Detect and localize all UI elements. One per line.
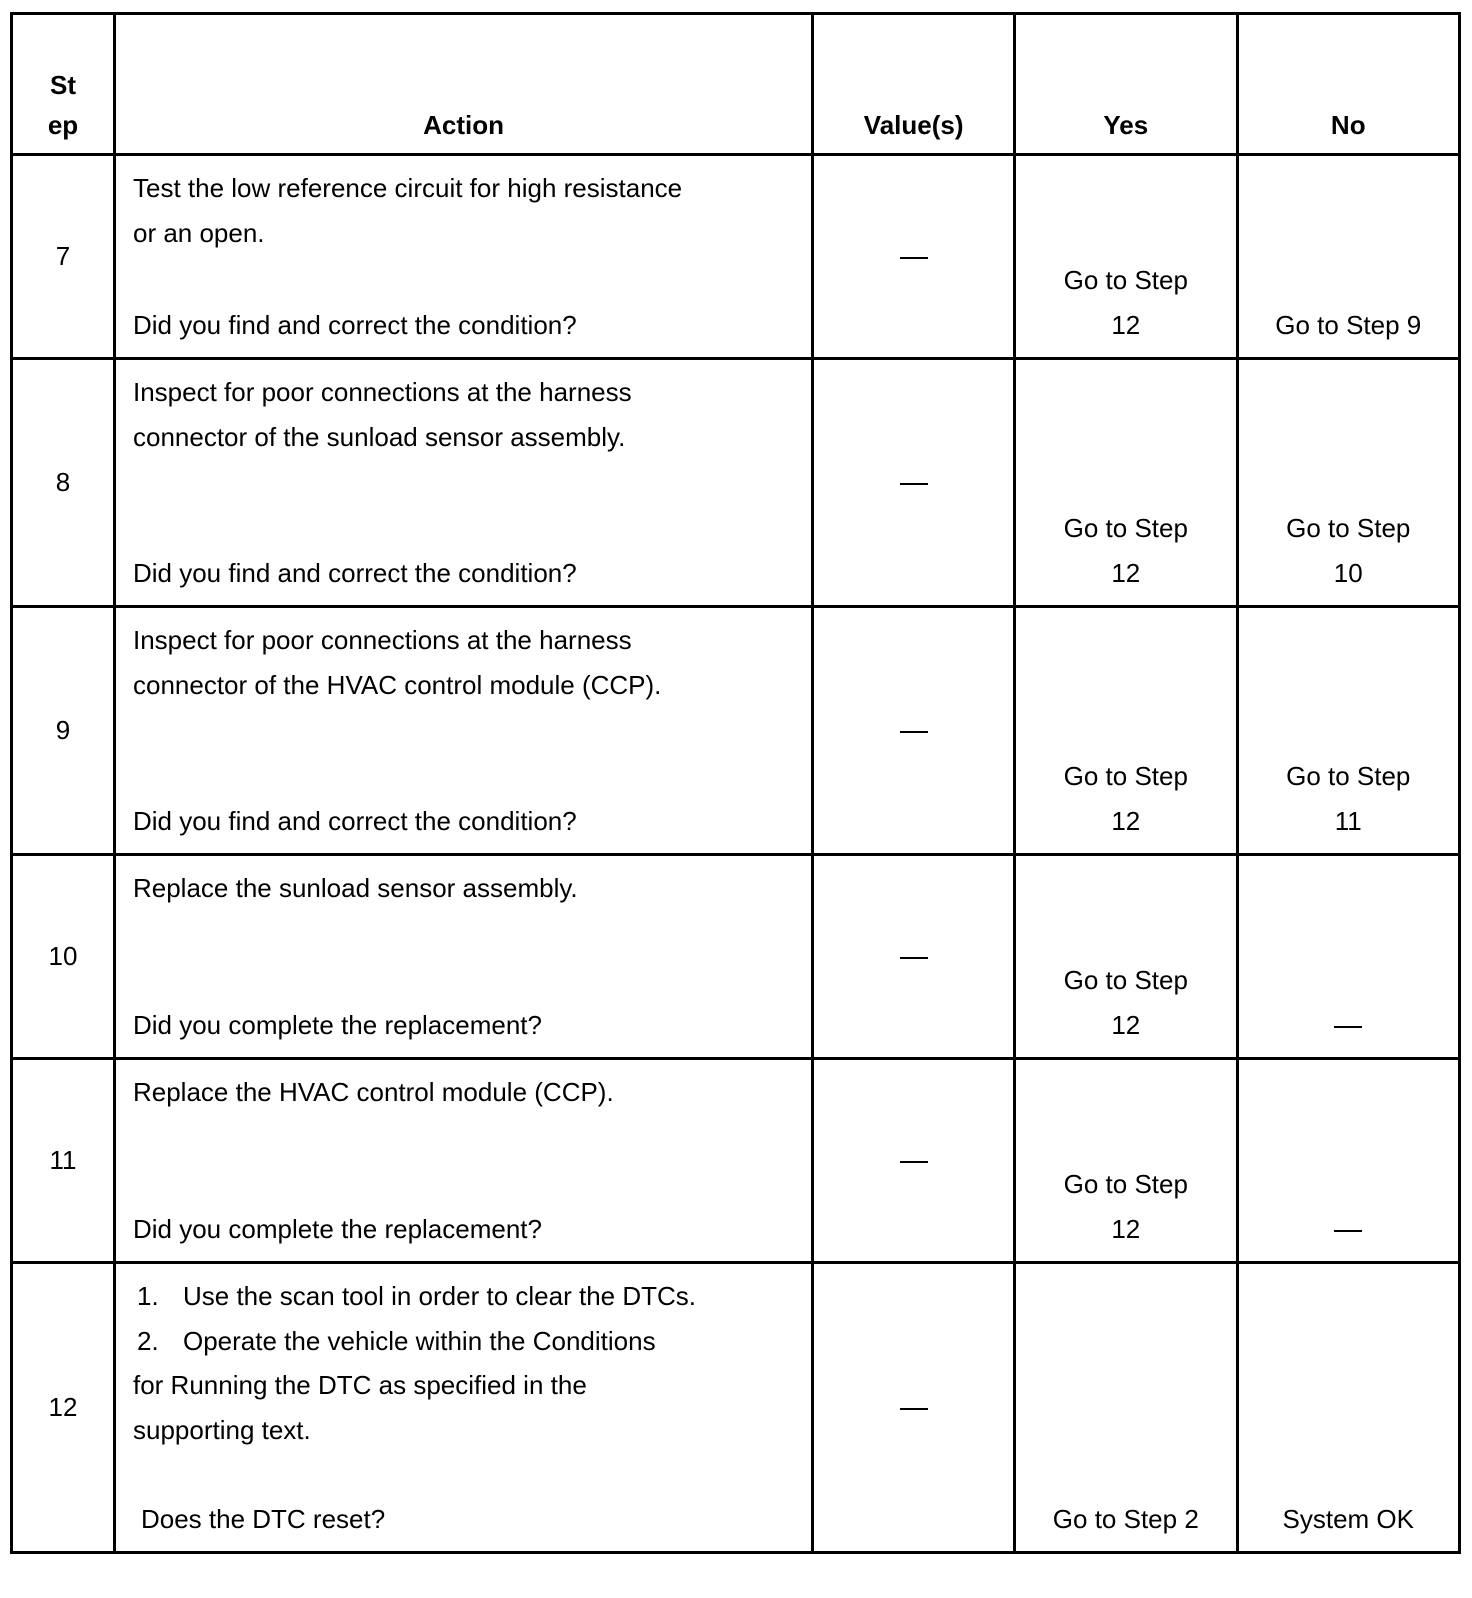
action-question: Did you find and correct the condition? bbox=[132, 805, 577, 836]
table-row bbox=[12, 1263, 1460, 1553]
value-cell bbox=[813, 1059, 1015, 1263]
no-cell bbox=[1237, 607, 1459, 855]
no-dash bbox=[1334, 1230, 1362, 1232]
action-question: Did you find and correct the condition? bbox=[132, 309, 577, 340]
value-dash bbox=[900, 731, 928, 733]
yes-line: Go to Step bbox=[1063, 761, 1188, 791]
yes-line: Go to Step 2 bbox=[1052, 1503, 1199, 1534]
yes-cell bbox=[1015, 607, 1237, 855]
step-number: 8 bbox=[12, 359, 115, 607]
action-question: Did you complete the replacement? bbox=[132, 1009, 542, 1040]
step-number: 10 bbox=[12, 855, 115, 1059]
yes-line: 12 bbox=[1111, 805, 1141, 836]
no-line: Go to Step bbox=[1286, 513, 1411, 543]
yes-cell bbox=[1015, 1059, 1237, 1263]
list-item: 1. Use the scan tool in order to clear the DTCs. bbox=[136, 1281, 696, 1311]
value-dash bbox=[900, 483, 928, 485]
yes-line: 12 bbox=[1111, 557, 1141, 588]
step-number: 12 bbox=[12, 1263, 115, 1553]
table-row bbox=[12, 1059, 1460, 1263]
yes-cell bbox=[1015, 855, 1237, 1059]
no-cell bbox=[1237, 855, 1459, 1059]
table-row bbox=[12, 155, 1460, 359]
yes-line: 12 bbox=[1111, 1009, 1141, 1040]
no-dash bbox=[1334, 1026, 1362, 1028]
no-cell bbox=[1237, 1263, 1459, 1553]
action-line: Inspect for poor connections at the harness bbox=[132, 625, 632, 655]
action-line: supporting text. bbox=[132, 1414, 311, 1445]
action-line: or an open. bbox=[132, 217, 265, 248]
yes-line: Go to Step bbox=[1063, 513, 1188, 543]
header-step bbox=[12, 14, 115, 155]
action-line: Replace the HVAC control module (CCP). bbox=[132, 1077, 614, 1107]
yes-line: 12 bbox=[1111, 309, 1141, 340]
action-line: connector of the sunload sensor assembly. bbox=[132, 421, 626, 452]
yes-cell bbox=[1015, 1263, 1237, 1553]
value-cell bbox=[813, 607, 1015, 855]
diagnostic-table bbox=[10, 12, 1461, 1554]
action-cell bbox=[114, 607, 812, 855]
header-no: No bbox=[1237, 14, 1459, 155]
action-line: Test the low reference circuit for high resistance bbox=[132, 173, 683, 203]
step-number: 7 bbox=[12, 155, 115, 359]
value-dash bbox=[900, 1408, 928, 1410]
no-line: 11 bbox=[1334, 805, 1362, 836]
action-cell bbox=[114, 1263, 812, 1553]
yes-line: Go to Step bbox=[1063, 1169, 1188, 1199]
value-cell bbox=[813, 359, 1015, 607]
header-step-line1: St bbox=[49, 70, 76, 100]
table-row bbox=[12, 607, 1460, 855]
action-cell bbox=[114, 359, 812, 607]
value-dash bbox=[900, 257, 928, 259]
action-numbered-list bbox=[133, 1274, 805, 1363]
no-line: Go to Step bbox=[1286, 761, 1411, 791]
no-cell bbox=[1237, 155, 1459, 359]
action-cell bbox=[114, 155, 812, 359]
action-question: Does the DTC reset? bbox=[140, 1503, 386, 1534]
action-question: Did you find and correct the condition? bbox=[132, 557, 577, 588]
header-yes: Yes bbox=[1015, 14, 1237, 155]
value-dash bbox=[900, 957, 928, 959]
value-dash bbox=[900, 1161, 928, 1163]
action-line: Inspect for poor connections at the harness bbox=[132, 377, 632, 407]
header-action: Action bbox=[114, 14, 812, 155]
list-item: 2. Operate the vehicle within the Conditions bbox=[136, 1325, 656, 1356]
action-question: Did you complete the replacement? bbox=[132, 1213, 542, 1244]
no-line: Go to Step 9 bbox=[1275, 309, 1422, 340]
value-cell bbox=[813, 155, 1015, 359]
yes-cell bbox=[1015, 155, 1237, 359]
step-number: 9 bbox=[12, 607, 115, 855]
value-cell bbox=[813, 855, 1015, 1059]
yes-line: Go to Step bbox=[1063, 965, 1188, 995]
header-step-line2: ep bbox=[47, 110, 79, 140]
value-cell bbox=[813, 1263, 1015, 1553]
table-row bbox=[12, 359, 1460, 607]
action-cell bbox=[114, 855, 812, 1059]
header-row bbox=[12, 14, 1460, 155]
no-line: System OK bbox=[1282, 1503, 1414, 1534]
yes-cell bbox=[1015, 359, 1237, 607]
yes-line: 12 bbox=[1111, 1213, 1141, 1244]
no-line: 10 bbox=[1333, 557, 1363, 588]
action-line: Replace the sunload sensor assembly. bbox=[132, 873, 578, 903]
action-line: connector of the HVAC control module (CCP). bbox=[132, 669, 662, 700]
table-row bbox=[12, 855, 1460, 1059]
step-number: 11 bbox=[12, 1059, 115, 1263]
header-values: Value(s) bbox=[813, 14, 1015, 155]
yes-line: Go to Step bbox=[1063, 265, 1188, 295]
action-cell bbox=[114, 1059, 812, 1263]
action-line: for Running the DTC as specified in the bbox=[132, 1370, 587, 1400]
no-cell bbox=[1237, 1059, 1459, 1263]
no-cell bbox=[1237, 359, 1459, 607]
